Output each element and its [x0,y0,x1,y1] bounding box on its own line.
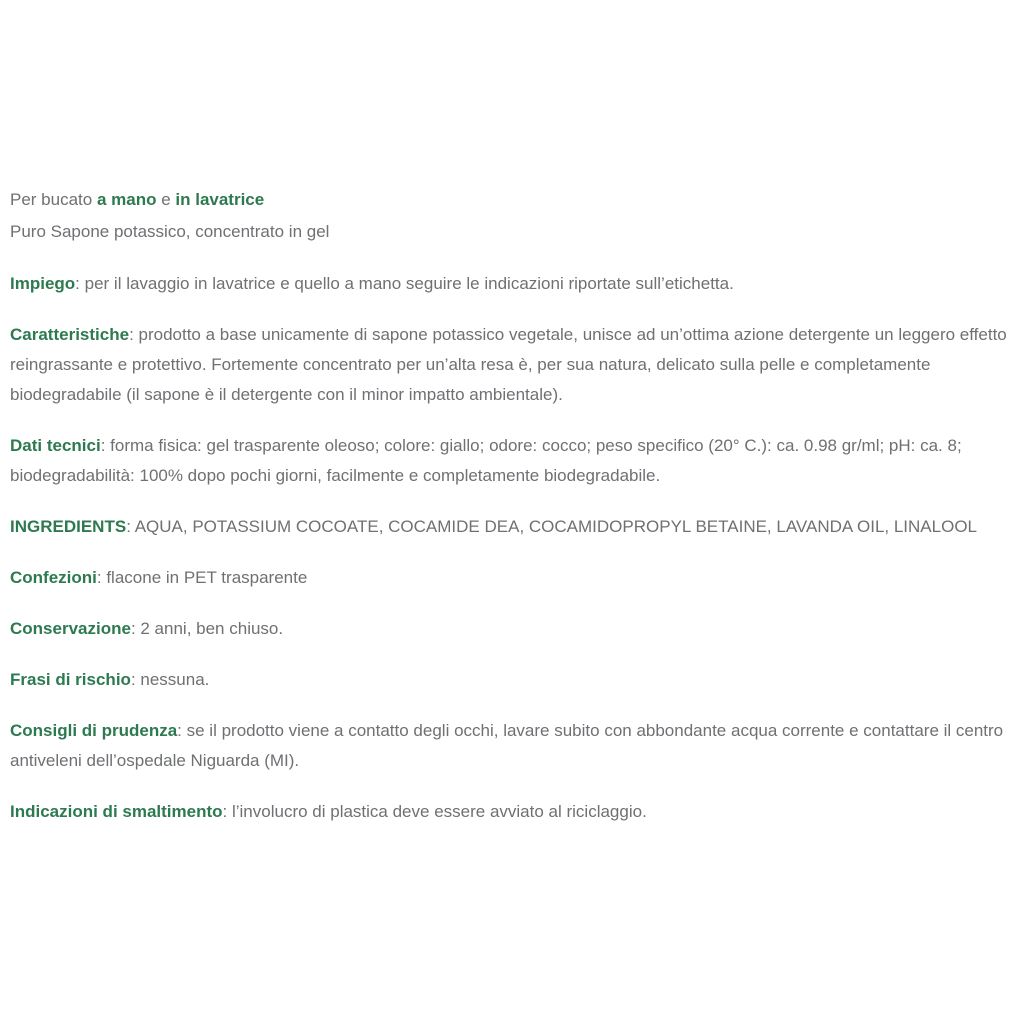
paragraph-conservazione [10,614,1016,644]
hand-wash-label: a mano [96,190,157,209]
machine-wash-label: in lavatrice [175,190,265,209]
paragraph-caratteristiche [10,320,1016,410]
section-text-confezioni: : flacone in PET trasparente [96,568,308,587]
section-label-confezioni: Confezioni [10,568,97,587]
product-subtitle: Puro Sapone potassico, concentrato in gel [10,222,330,241]
section-label-indicazioni-di-smaltimento: Indicazioni di smaltimento [10,802,223,821]
section-text-conservazione: : 2 anni, ben chiuso. [130,619,284,638]
paragraph-dati-tecnici [10,431,1016,491]
paragraph-confezioni [10,563,1016,593]
intro-conjunction: e [156,190,176,209]
paragraph-indicazioni-di-smaltimento [10,797,1016,827]
section-text-frasi-di-rischio: : nessuna. [130,670,210,689]
section-label-consigli-di-prudenza: Consigli di prudenza [10,721,178,740]
section-text-consigli-di-prudenza: : se il prodotto viene a contatto degli occhi, lavare subito con abbondante acqua corrente e contattare il centro antiveleni dell’ospedale Niguarda (MI). [10,721,1004,770]
section-label-caratteristiche: Caratteristiche [10,325,130,344]
section-label-dati-tecnici: Dati tecnici [10,436,101,455]
section-label-impiego: Impiego [10,274,76,293]
section-text-ingredients: : AQUA, POTASSIUM COCOATE, COCAMIDE DEA, COCAMIDOPROPYL BETAINE, LAVANDA OIL, LINALOOL [126,517,978,536]
section-text-caratteristiche: : prodotto a base unicamente di sapone potassico vegetale, unisce ad un’ottima azione detergente un leggero effetto reingrassante e protettivo. Fortemente concentrato per un’alta resa è, per sua natura, delicato sulla pelle e completamente biodegradabile (il sapone è il detergente con il minor impatto ambientale). [10,325,1007,404]
section-text-dati-tecnici: : forma fisica: gel trasparente oleoso; colore: giallo; odore: cocco; peso specifico (20° C.): ca. 0.98 gr/ml; pH: ca. 8; biodegradabilità: 100% dopo pochi giorni, facilmente e completamente biodegradabile. [10,436,962,485]
paragraph-consigli-di-prudenza [10,716,1016,776]
paragraph-frasi-di-rischio [10,665,1016,695]
product-intro [10,184,1016,248]
paragraph-ingredients [10,512,1016,542]
section-label-conservazione: Conservazione [10,619,131,638]
section-text-impiego: : per il lavaggio in lavatrice e quello a mano seguire le indicazioni riportate sull’etichetta. [75,274,734,293]
paragraph-impiego [10,269,1016,299]
intro-prefix: Per bucato [10,190,97,209]
section-label-ingredients: INGREDIENTS [10,517,127,536]
section-label-frasi-di-rischio: Frasi di rischio [10,670,131,689]
section-text-indicazioni-di-smaltimento: : l’involucro di plastica deve essere avviato al riciclaggio. [222,802,647,821]
